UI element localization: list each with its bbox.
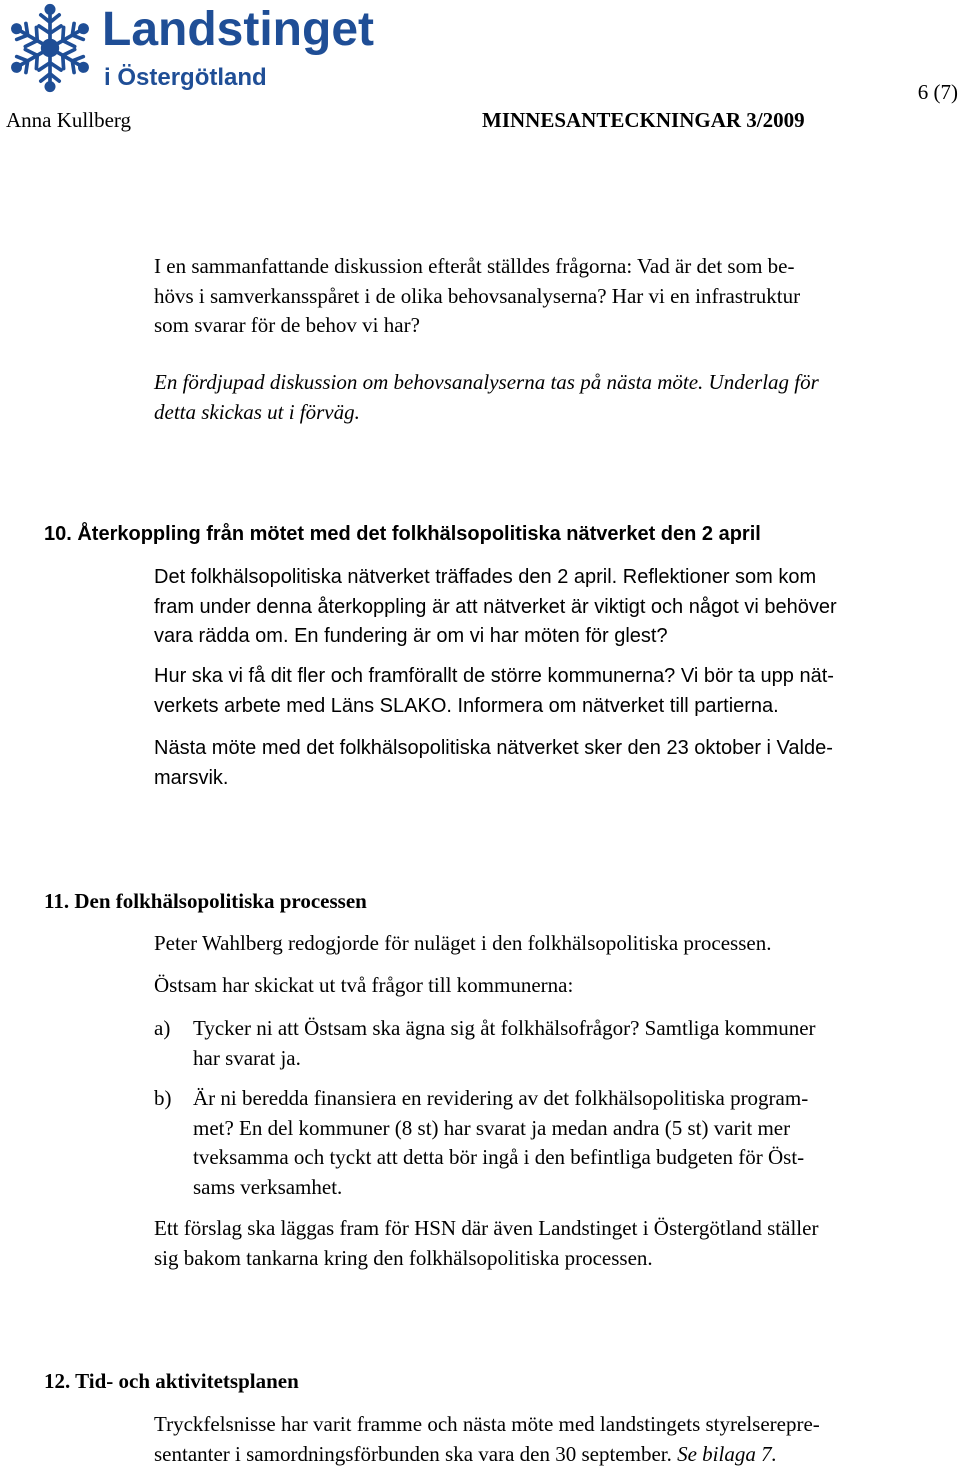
section-12-heading: 12. Tid- och aktivitetsplanen (44, 1369, 299, 1393)
list-item-b: Är ni beredda finansiera en revidering av det folkhälsopolitiska program- met? En del kommuner (8 st) har svarat ja medan andra (5 st) varit mer tveksamma och tyckt att detta bör ingå i den befintliga budgeten för Öst- sams verksamhet. (193, 1086, 809, 1199)
author-name: Anna Kullberg (6, 108, 132, 132)
snowflake-logo-icon (4, 2, 96, 94)
section-11-heading: 11. Den folkhälsopolitiska processen (44, 889, 367, 913)
intro-paragraph-1: I en sammanfattande diskussion efteråt ställdes frågorna: Vad är det som be- hövs i samverkansspåret i de olika behovsanalyserna? Har vi en infrastruktur som svarar för de behov vi har? (154, 254, 801, 337)
logo-subtitle: i Östergötland (104, 64, 267, 91)
section-12-paragraph: Tryckfelsnisse har varit framme och nästa möte med landstingets styrelserepre- sentanter i samordningsförbunden ska vara den 30 september. Se bilaga 7. (154, 1412, 820, 1466)
section-11-paragraph-2: Östsam har skickat ut två frågor till kommunerna: (154, 973, 574, 997)
page-number: 6 (7) (917, 80, 958, 104)
list-item-b-label: b) (154, 1086, 172, 1110)
section-10-heading: 10. Återkoppling från mötet med det folkhälsopolitiska nätverket den 2 april (44, 523, 761, 545)
document-title: MINNESANTECKNINGAR 3/2009 (482, 108, 805, 132)
section-10-paragraph-1: Det folkhälsopolitiska nätverket träffades den 2 april. Reflektioner som kom fram under denna återkoppling är att nätverket är viktigt och något vi behöver vara rädda om. En fundering är om vi har möten för glest? (154, 566, 837, 647)
logo-title: Landstinget (102, 3, 374, 56)
section-10-paragraph-2: Hur ska vi få dit fler och framförallt de större kommunerna? Vi bör ta upp nät- verkets arbete med Läns SLAKO. Informera om nätverket till partierna. (154, 665, 834, 717)
section-11-paragraph-3: Ett förslag ska läggas fram för HSN där även Landstinget i Östergötland ställer sig bakom tankarna kring den folkhälsopolitiska processen. (154, 1216, 819, 1270)
list-item-a-label: a) (154, 1016, 171, 1040)
list-item-a: Tycker ni att Östsam ska ägna sig åt folkhälsofrågor? Samtliga kommuner har svarat ja. (193, 1016, 816, 1070)
section-11-paragraph-1: Peter Wahlberg redogjorde för nuläget i den folkhälsopolitiska processen. (154, 931, 772, 955)
intro-paragraph-2: En fördjupad diskussion om behovsanalyserna tas på nästa möte. Underlag för detta skickas ut i förväg. (154, 370, 819, 424)
attachment-reference: Se bilaga 7. (677, 1441, 777, 1466)
section-10-paragraph-3: Nästa möte med det folkhälsopolitiska nätverket sker den 23 oktober i Valde- marsvik. (154, 737, 833, 789)
